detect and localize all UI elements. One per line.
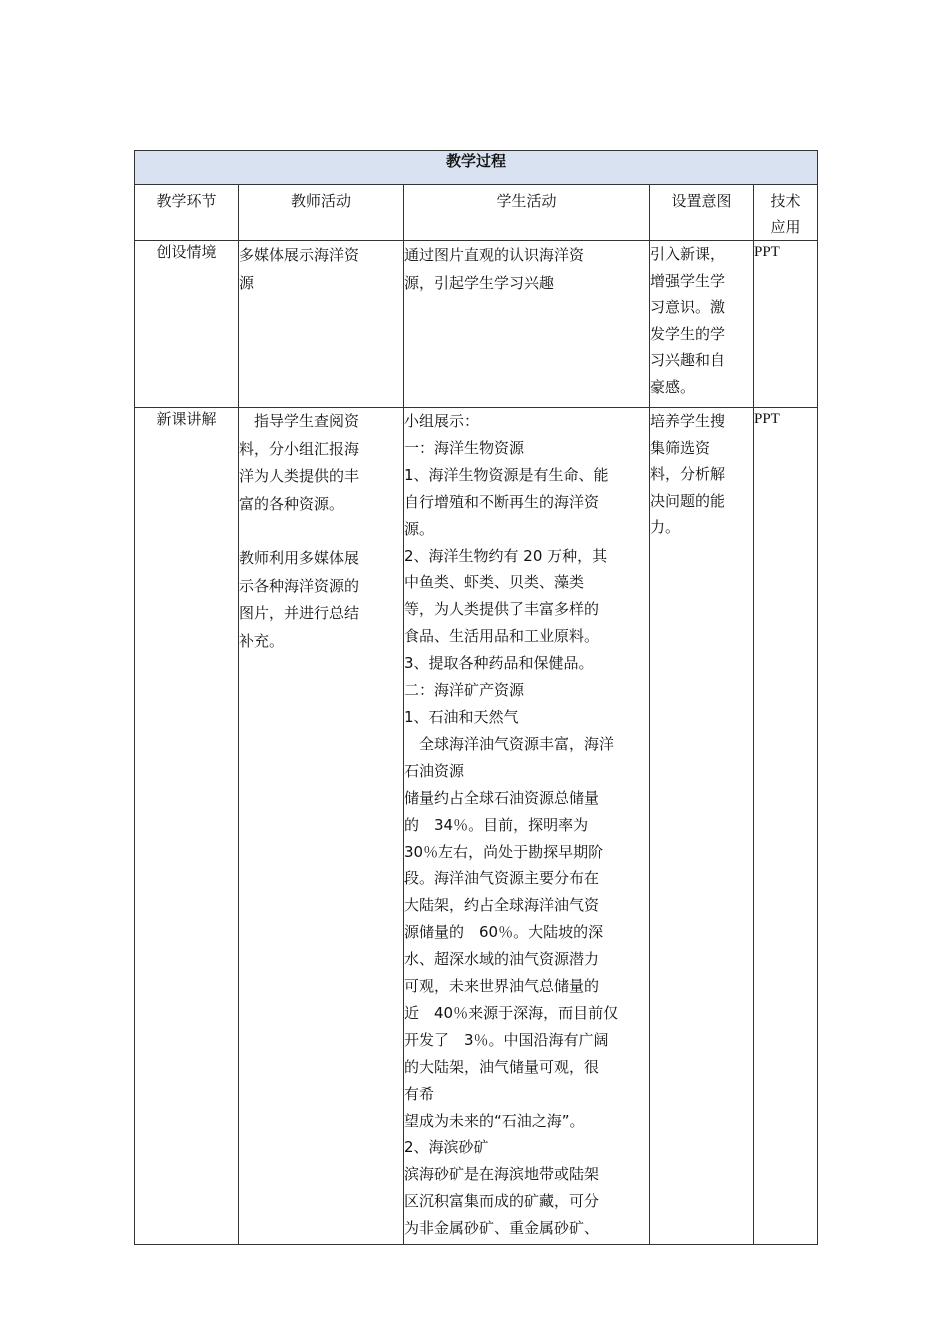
student-activity-line: 全球海洋油气资源丰富，海洋 <box>404 734 615 753</box>
student-activity-line: 石油资源 <box>404 761 465 780</box>
cell-teacher-activity: 多媒体展示海洋资 源 <box>239 241 404 408</box>
student-activity-line: 望成为未来的“石油之海”。 <box>404 1111 585 1130</box>
header-tech: 技术 应用 <box>754 185 818 241</box>
cell-teacher-activity: 指导学生查阅资 料，分小组汇报海 洋为人类提供的丰 富的各种资源。 教师利用多媒体展 示各种海洋资源的 图片，并进行总结 补充。 <box>239 408 404 1245</box>
student-activity-line: 一：海洋生物资源 <box>404 438 525 457</box>
student-activity-line: 水、超深水域的油气资源潜力 <box>404 950 600 969</box>
student-activity-line: 储量约占全球石油资源总储量 <box>404 788 600 807</box>
student-activity-line: 的大陆架，油气储量可观，很 <box>404 1057 600 1076</box>
header-student-activity: 学生活动 <box>404 185 650 241</box>
student-activity-line: 3、提取各种药品和保健品。 <box>404 654 594 673</box>
student-activity-line: 源储量的 60％。大陆坡的深 <box>404 923 604 942</box>
cell-tech: PPT <box>754 408 818 1245</box>
student-activity-line: 区沉积富集而成的矿藏，可分 <box>404 1192 600 1211</box>
student-activity-line: 近 40％来源于深海，而目前仅 <box>404 1003 619 1022</box>
student-activity-line: 1、海洋生物资源是有生命、能 <box>404 465 609 484</box>
student-activity-line: 段。海洋油气资源主要分布在 <box>404 869 600 888</box>
student-activity-line: 自行增殖和不断再生的海洋资 <box>404 492 600 511</box>
student-activity-line: 二：海洋矿产资源 <box>404 681 525 700</box>
table-row <box>135 408 818 1245</box>
student-activity-line: 1、石油和天然气 <box>404 707 519 726</box>
cell-stage: 新课讲解 <box>135 408 239 1245</box>
cell-stage: 创设情境 <box>135 241 239 408</box>
student-activity-line: 2、海洋生物约有 20 万种，其 <box>404 546 608 565</box>
table-title: 教学过程 <box>135 151 818 185</box>
student-activity-line: 小组展示： <box>404 412 480 430</box>
student-activity-line: 为非金属砂矿、重金属砂矿、 <box>404 1219 600 1238</box>
teaching-process-table <box>134 150 818 1245</box>
student-activity-line: 等，为人类提供了丰富多样的 <box>404 600 600 619</box>
student-activity-line: 2、海滨砂矿 <box>404 1138 489 1157</box>
student-activity-line: 食品、生活用品和工业原料。 <box>404 627 600 646</box>
header-stage: 教学环节 <box>135 185 239 241</box>
student-activity-line: 30％左右，尚处于勘探早期阶 <box>404 842 604 861</box>
cell-student-activity: 通过图片直观的认识海洋资 源，引起学生学习兴趣 <box>404 241 650 408</box>
cell-intent: 引入新课， 增强学生学 习意识。激 发学生的学 习兴趣和自 豪感。 <box>650 241 754 408</box>
table-row <box>135 241 818 408</box>
cell-tech: PPT <box>754 241 818 408</box>
student-activity-line: 大陆架，约占全球海洋油气资 <box>404 896 600 915</box>
cell-student-activity <box>404 408 650 1245</box>
header-teacher-activity: 教师活动 <box>239 185 404 241</box>
student-activity-line: 中鱼类、虾类、贝类、藻类 <box>404 573 585 592</box>
cell-intent: 培养学生搜 集筛选资 料，分析解 决问题的能 力。 <box>650 408 754 1245</box>
header-intent: 设置意图 <box>650 185 754 241</box>
student-activity-line: 有希 <box>404 1084 435 1103</box>
student-activity-line: 滨海砂矿是在海滨地带或陆架 <box>404 1165 600 1184</box>
student-activity-line: 开发了 3％。中国沿海有广阔 <box>404 1030 609 1049</box>
student-activity-line: 的 34％。目前，探明率为 <box>404 815 589 834</box>
student-activity-line: 可观，未来世界油气总储量的 <box>404 977 600 996</box>
student-activity-line: 源。 <box>404 519 435 538</box>
